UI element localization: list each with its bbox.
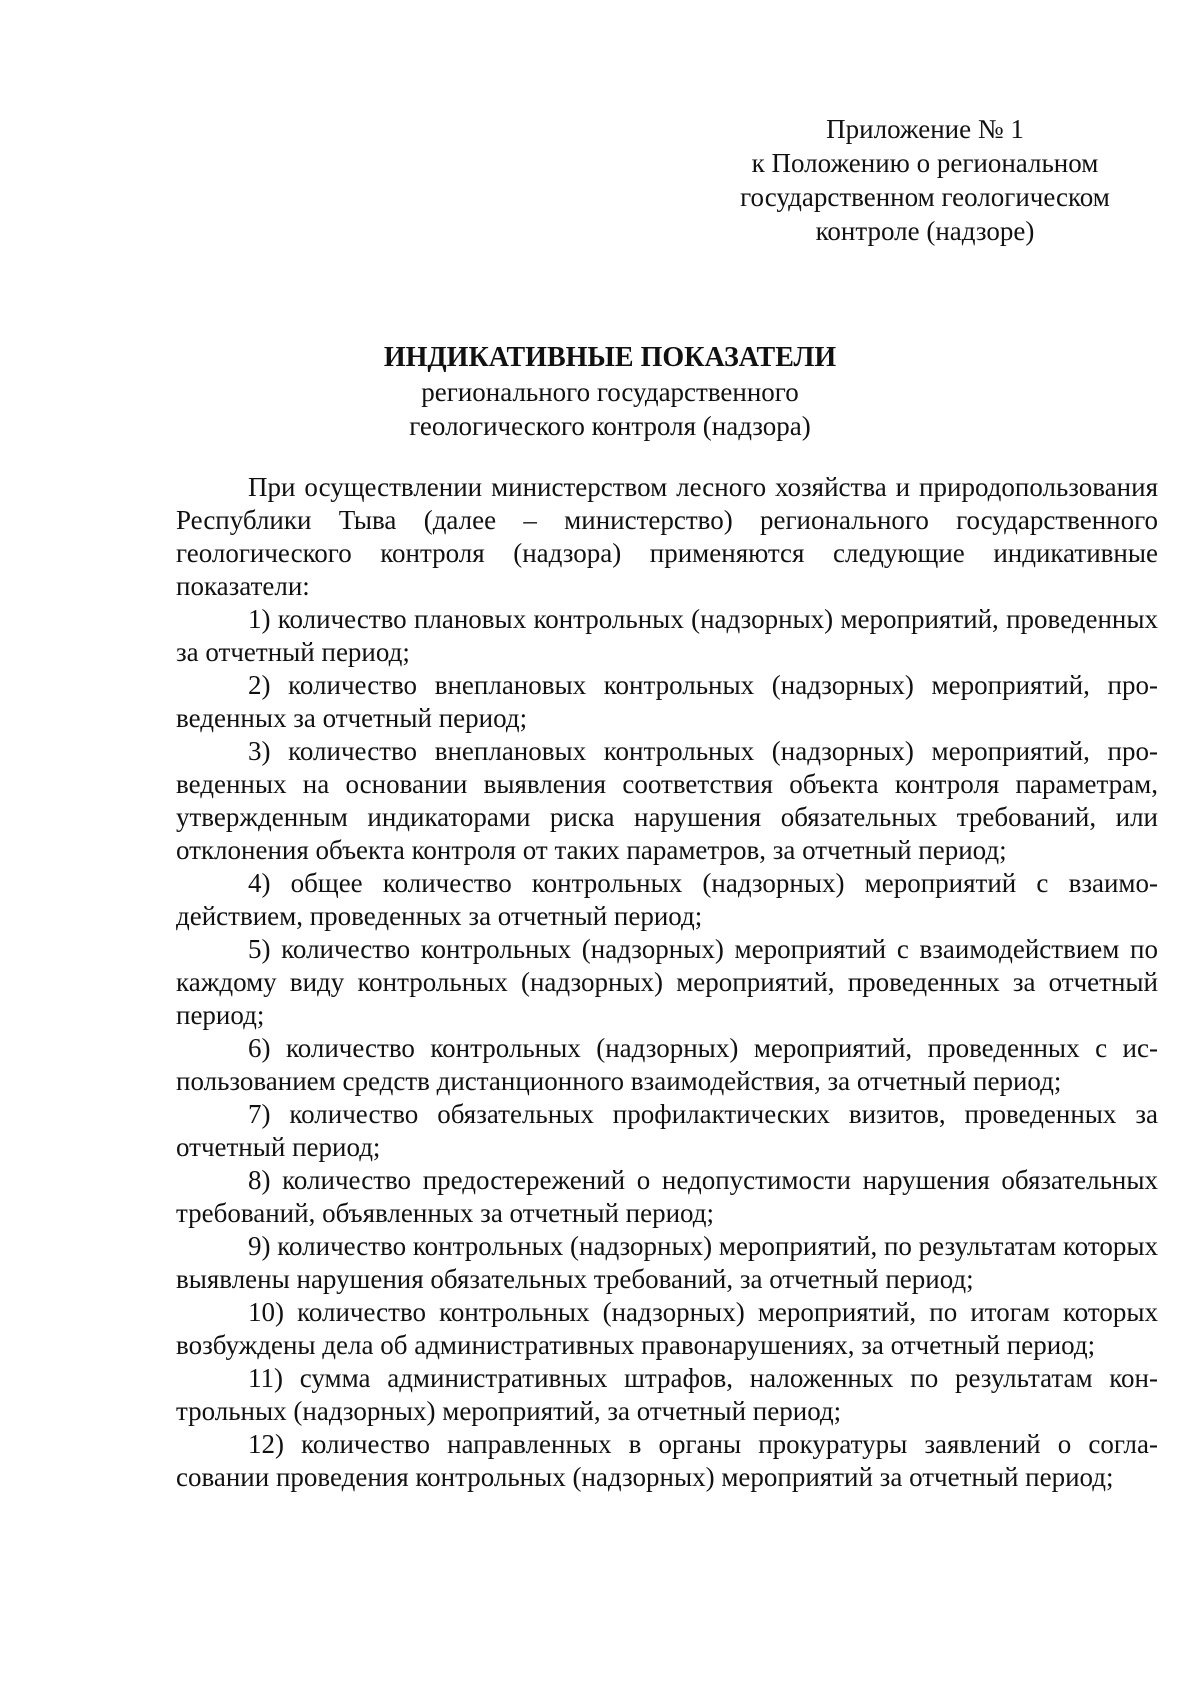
intro-paragraph: При осуществлении министерством лесного хозяйства и природопользования Республики Тыва (далее – министерство) регионального государственного геологического контроля (надзора) применяются следующие индикативные показатели: xyxy=(176,472,1158,601)
indicator-item: 6) количество контрольных (надзорных) мероприятий, проведенных с использованием средств дистанционного взаимодействия, за отчетный период; xyxy=(176,1033,1158,1096)
title-block xyxy=(250,340,970,443)
document-subtitle-line: геологического контроля (надзора) xyxy=(409,411,811,441)
document-title: ИНДИКАТИВНЫЕ ПОКАЗАТЕЛИ xyxy=(383,342,837,373)
appendix-header xyxy=(700,112,1150,248)
appendix-line: к Положению о региональном xyxy=(751,148,1099,178)
indicator-item: 12) количество направленных в органы прокуратуры заявлений о согласовании проведения контрольных (надзорных) мероприятий за отчетный период; xyxy=(176,1429,1158,1492)
indicator-item: 10) количество контрольных (надзорных) мероприятий, по итогам которых возбуждены дела об административных правонарушениях, за отчетный период; xyxy=(176,1297,1158,1360)
appendix-line: государственном геологическом xyxy=(740,182,1110,212)
indicator-item: 3) количество внеплановых контрольных (надзорных) мероприятий, проведенных на основании выявления соответствия объекта контроля параметрам, утвержденным индикаторами риска нарушения обязательных требований, или отклонения объекта контроля от таких параметров, за отчетный период; xyxy=(176,736,1158,865)
indicator-item: 2) количество внеплановых контрольных (надзорных) мероприятий, проведенных за отчетный период; xyxy=(176,670,1158,733)
indicator-item: 9) количество контрольных (надзорных) мероприятий, по результатам которых выявлены нарушения обязательных требований, за отчетный период; xyxy=(176,1231,1158,1294)
indicator-item: 8) количество предостережений о недопустимости нарушения обязательных требований, объявленных за отчетный период; xyxy=(176,1165,1158,1228)
indicator-item: 1) количество плановых контрольных (надзорных) мероприятий, проведенных за отчетный период; xyxy=(176,604,1158,667)
appendix-line: контроле (надзоре) xyxy=(815,216,1035,246)
document-body xyxy=(176,471,1158,1494)
indicator-item: 11) сумма административных штрафов, наложенных по результатам контрольных (надзорных) мероприятий, за отчетный период; xyxy=(176,1363,1158,1426)
indicator-item: 5) количество контрольных (надзорных) мероприятий с взаимодействием по каждому виду контрольных (надзорных) мероприятий, проведенных за отчетный период; xyxy=(176,934,1158,1030)
indicator-item: 4) общее количество контрольных (надзорных) мероприятий с взаимодействием, проведенных за отчетный период; xyxy=(176,868,1158,931)
indicator-item: 7) количество обязательных профилактических визитов, проведенных за отчетный период; xyxy=(176,1099,1158,1162)
document-subtitle-line: регионального государственного xyxy=(421,377,799,407)
appendix-line: Приложение № 1 xyxy=(826,114,1024,144)
